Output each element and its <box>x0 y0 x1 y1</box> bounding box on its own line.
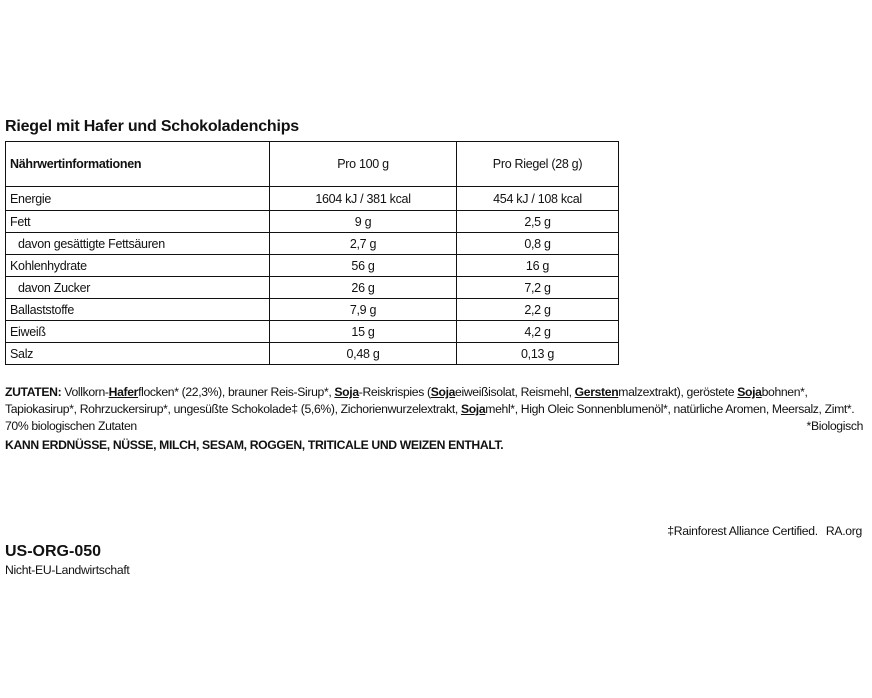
ingredients-text: malzextrakt), geröstete <box>618 385 738 399</box>
row-per-100g: 7,9 g <box>270 299 457 321</box>
row-label: Kohlenhydrate <box>6 255 270 277</box>
row-label: Salz <box>6 343 270 365</box>
row-per-100g: 26 g <box>270 277 457 299</box>
allergen-warning: KANN ERDNÜSSE, NÜSSE, MILCH, SESAM, ROGGEN, TRITICALE UND WEIZEN ENTHALT. <box>5 438 504 452</box>
header-nutrition-info: Nährwertinformationen <box>6 142 270 187</box>
certification-site: RA.org <box>825 524 862 538</box>
header-per-bar: Pro Riegel (28 g) <box>457 142 619 187</box>
header-per-100g: Pro 100 g <box>270 142 457 187</box>
row-per-100g: 9 g <box>270 211 457 233</box>
table-row <box>6 211 619 233</box>
product-title: Riegel mit Hafer und Schokoladenchips <box>5 118 299 135</box>
ingredients-text: Vollkorn- <box>61 385 109 399</box>
row-label: Fett <box>6 211 270 233</box>
table-row <box>6 321 619 343</box>
row-per-100g: 15 g <box>270 321 457 343</box>
certification-note <box>667 524 862 538</box>
row-per-100g: 56 g <box>270 255 457 277</box>
ingredients-text: eiweißisolat, Reismehl, <box>455 385 575 399</box>
organic-row <box>5 418 863 435</box>
table-row <box>6 187 619 211</box>
ingredients-text: bohnen*, Tapiokasirup*, Rohrzuckersirup*, ungesüßte Schokolade‡ (5,6%), Zichorienwurzelextrakt, <box>5 385 808 416</box>
table-row <box>6 277 619 299</box>
row-label: davon gesättigte Fettsäuren <box>6 233 270 255</box>
row-per-bar: 0,8 g <box>457 233 619 255</box>
row-label: Eiweiß <box>6 321 270 343</box>
table-row <box>6 299 619 321</box>
ingredients-text: mehl*, High Oleic Sonnenblumenöl*, natürliche Aromen, Meersalz, Zimt*. <box>485 402 855 416</box>
row-per-bar: 4,2 g <box>457 321 619 343</box>
row-label: Energie <box>6 187 270 211</box>
row-per-bar: 16 g <box>457 255 619 277</box>
origin-note: Nicht-EU-Landwirtschaft <box>5 563 130 577</box>
organic-note: *Biologisch <box>806 419 863 433</box>
nutrition-table <box>5 141 619 365</box>
allergen-soy: Soja <box>430 385 456 399</box>
allergen-soy: Soja <box>737 385 762 399</box>
table-row <box>6 343 619 365</box>
ingredients-text: -Reiskrispies ( <box>358 385 431 399</box>
row-per-bar: 7,2 g <box>457 277 619 299</box>
organic-share: 70% biologischen Zutaten <box>5 419 137 433</box>
row-per-bar: 0,13 g <box>457 343 619 365</box>
ingredients-text: flocken* (22,3%), brauner Reis-Sirup*, <box>138 385 335 399</box>
row-per-100g: 2,7 g <box>270 233 457 255</box>
row-per-bar: 2,2 g <box>457 299 619 321</box>
ingredients-lead: ZUTATEN: <box>5 385 62 399</box>
row-label: davon Zucker <box>6 277 270 299</box>
table-header-row <box>6 142 619 187</box>
ingredients-block <box>5 384 863 454</box>
allergen-barley: Gersten <box>574 385 619 399</box>
row-per-100g: 0,48 g <box>270 343 457 365</box>
allergen-soy: Soja <box>460 402 486 416</box>
allergen-oats: Hafer <box>108 385 139 399</box>
organic-code: US-ORG-050 <box>5 543 102 560</box>
ingredients-list <box>5 384 863 418</box>
table-row <box>6 255 619 277</box>
certification-text: ‡Rainforest Alliance Certified. <box>667 524 818 538</box>
row-per-100g: 1604 kJ / 381 kcal <box>270 187 457 211</box>
allergen-soy: Soja <box>334 385 359 399</box>
row-label: Ballaststoffe <box>6 299 270 321</box>
row-per-bar: 454 kJ / 108 kcal <box>457 187 619 211</box>
table-row <box>6 233 619 255</box>
row-per-bar: 2,5 g <box>457 211 619 233</box>
